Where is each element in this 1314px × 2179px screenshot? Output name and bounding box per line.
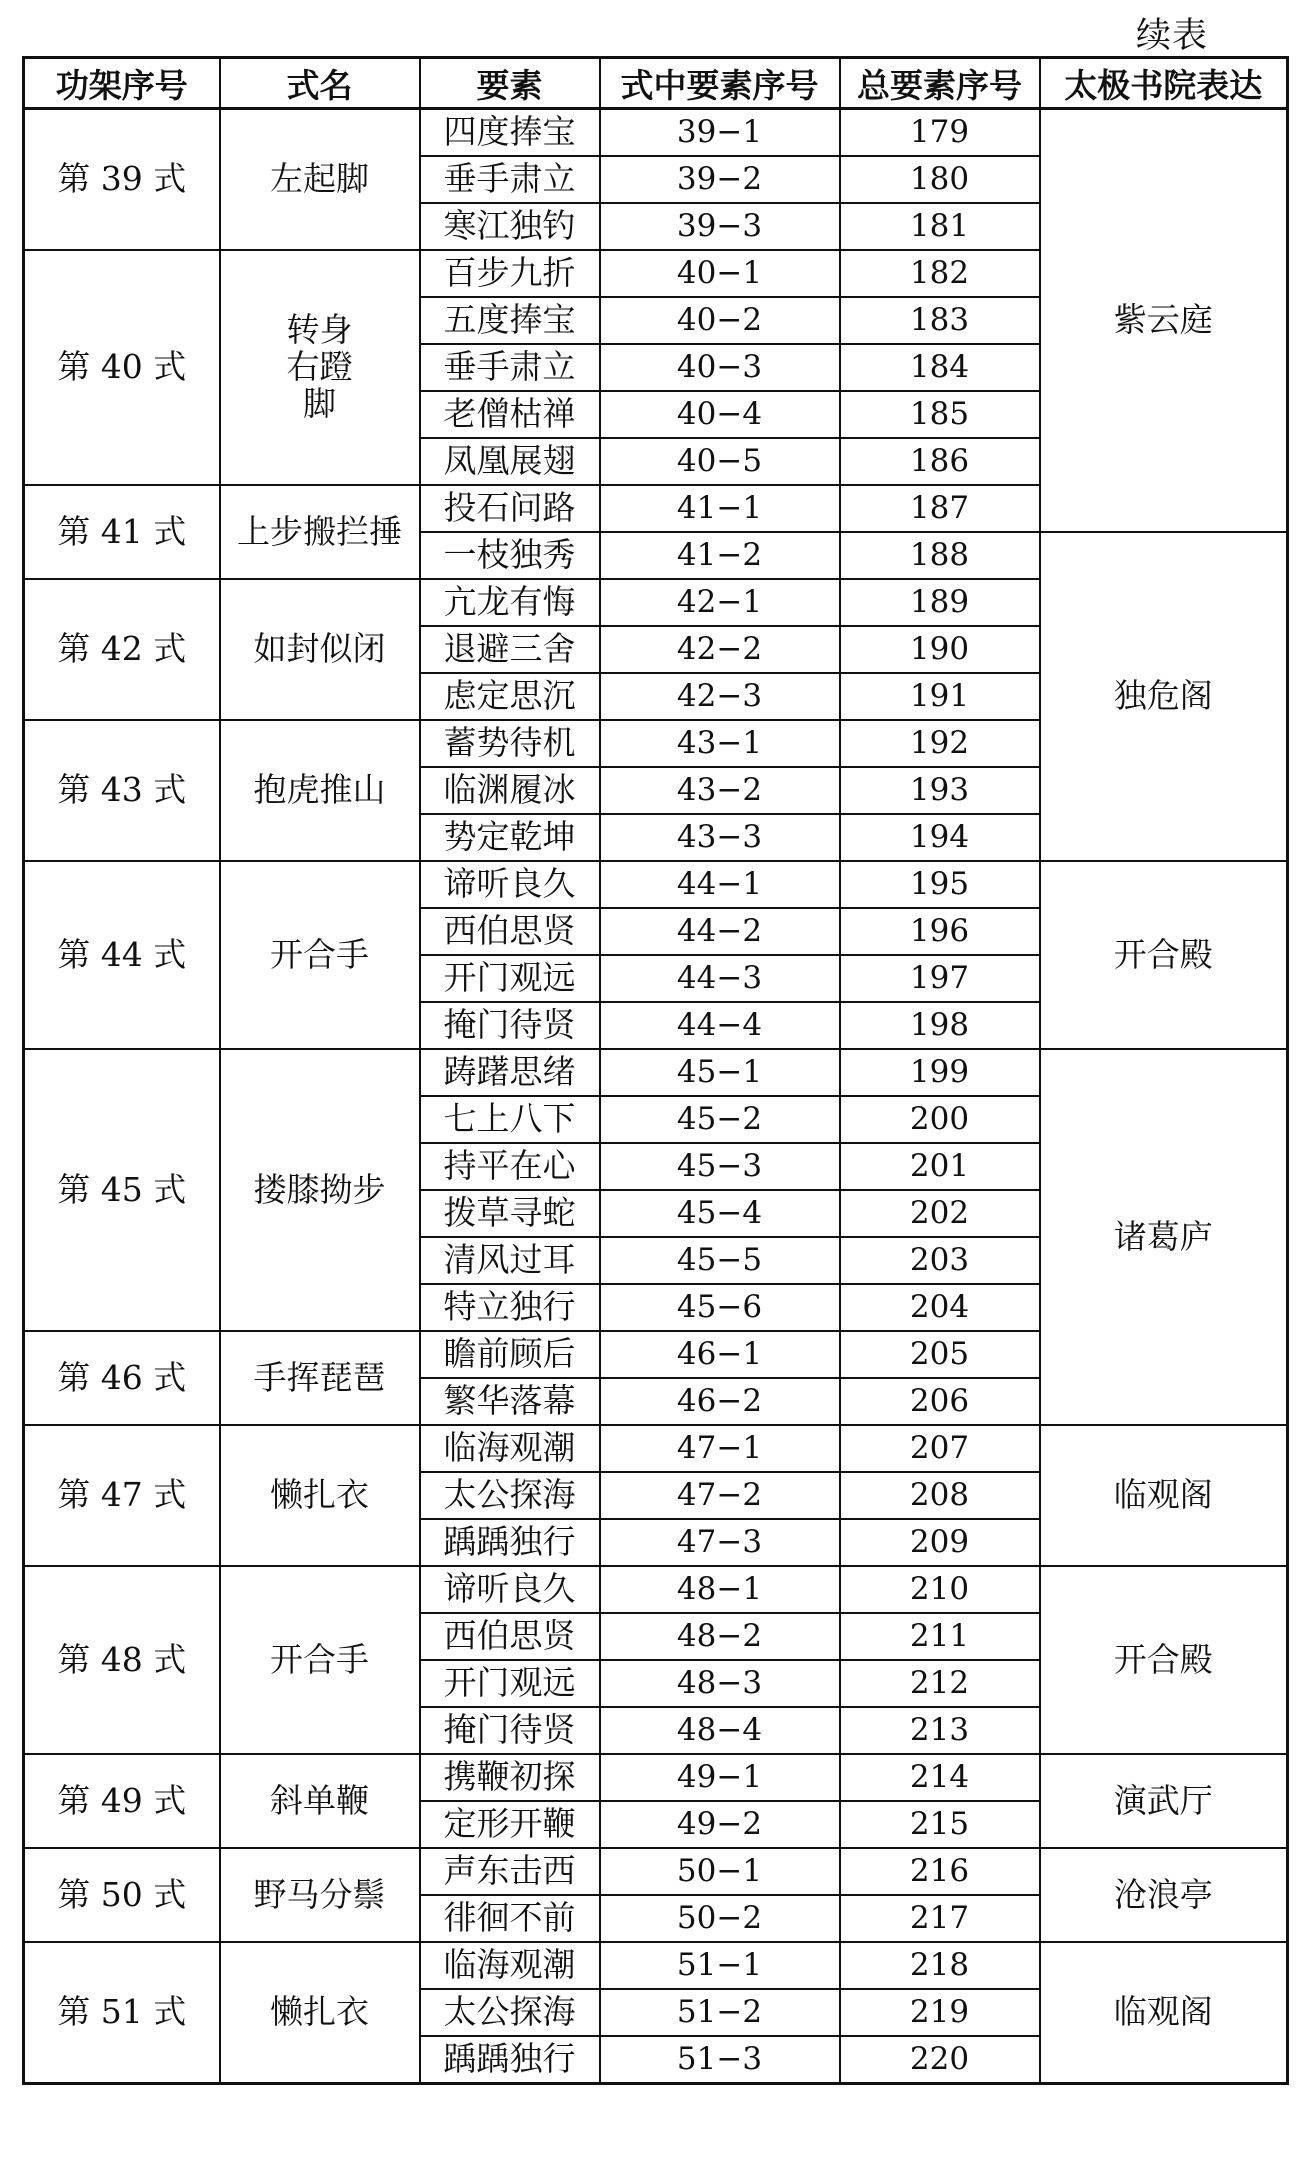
total-seq-cell: 189 [840, 579, 1040, 626]
form-name-cell: 开合手 [220, 1566, 420, 1754]
total-seq-cell: 206 [840, 1378, 1040, 1425]
total-seq-cell: 208 [840, 1472, 1040, 1519]
form-seq-cell: 48−3 [600, 1660, 840, 1707]
form-name-cell: 上步搬拦捶 [220, 485, 420, 579]
element-cell: 瞻前顾后 [420, 1331, 600, 1378]
form-name-cell: 搂膝拗步 [220, 1049, 420, 1331]
form-seq-cell: 42−1 [600, 579, 840, 626]
element-cell: 五度捧宝 [420, 297, 600, 344]
total-seq-cell: 216 [840, 1848, 1040, 1895]
element-cell: 踌躇思绪 [420, 1049, 600, 1096]
total-seq-cell: 182 [840, 250, 1040, 297]
form-seq-cell: 47−2 [600, 1472, 840, 1519]
form-seq-cell: 43−2 [600, 767, 840, 814]
table-row [24, 109, 1288, 157]
total-seq-cell: 211 [840, 1613, 1040, 1660]
form-name-cell: 手挥琵琶 [220, 1331, 420, 1425]
total-seq-cell: 212 [840, 1660, 1040, 1707]
total-seq-cell: 220 [840, 2036, 1040, 2084]
total-seq-cell: 205 [840, 1331, 1040, 1378]
table-row [24, 1848, 1288, 1895]
total-seq-cell: 192 [840, 720, 1040, 767]
form-number-cell: 第 40 式 [24, 250, 220, 485]
academy-cell: 演武厅 [1040, 1754, 1288, 1848]
form-seq-cell: 47−1 [600, 1425, 840, 1472]
total-seq-cell: 191 [840, 673, 1040, 720]
element-cell: 掩门待贤 [420, 1002, 600, 1049]
header-row [24, 58, 1288, 109]
header-total-element-index: 总要素序号 [840, 58, 1040, 109]
form-seq-cell: 44−1 [600, 861, 840, 908]
form-seq-cell: 44−4 [600, 1002, 840, 1049]
element-cell: 寒江独钓 [420, 203, 600, 250]
form-seq-cell: 41−1 [600, 485, 840, 532]
element-cell: 蓄势待机 [420, 720, 600, 767]
academy-cell: 沧浪亭 [1040, 1848, 1288, 1942]
element-cell: 踽踽独行 [420, 1519, 600, 1566]
form-seq-cell: 40−5 [600, 438, 840, 485]
total-seq-cell: 188 [840, 532, 1040, 579]
element-cell: 掩门待贤 [420, 1707, 600, 1754]
form-name-cell: 斜单鞭 [220, 1754, 420, 1848]
element-cell: 垂手肃立 [420, 344, 600, 391]
form-number-cell: 第 48 式 [24, 1566, 220, 1754]
element-cell: 临海观潮 [420, 1942, 600, 1989]
form-seq-cell: 49−2 [600, 1801, 840, 1848]
form-name-cell: 野马分鬃 [220, 1848, 420, 1942]
form-name-cell: 懒扎衣 [220, 1942, 420, 2084]
form-seq-cell: 40−2 [600, 297, 840, 344]
total-seq-cell: 203 [840, 1237, 1040, 1284]
element-cell: 四度捧宝 [420, 109, 600, 157]
element-cell: 投石问路 [420, 485, 600, 532]
form-number-cell: 第 46 式 [24, 1331, 220, 1425]
form-name-cell: 转身右蹬脚 [220, 250, 420, 485]
form-seq-cell: 49−1 [600, 1754, 840, 1801]
element-cell: 谛听良久 [420, 861, 600, 908]
taiji-elements-table [22, 56, 1289, 2085]
form-seq-cell: 44−2 [600, 908, 840, 955]
form-seq-cell: 46−2 [600, 1378, 840, 1425]
academy-cell: 开合殿 [1040, 1566, 1288, 1754]
academy-cell: 诸葛庐 [1040, 1049, 1288, 1425]
table-row [24, 861, 1288, 908]
form-seq-cell: 51−1 [600, 1942, 840, 1989]
element-cell: 太公探海 [420, 1989, 600, 2036]
total-seq-cell: 215 [840, 1801, 1040, 1848]
form-seq-cell: 45−4 [600, 1190, 840, 1237]
element-cell: 踽踽独行 [420, 2036, 600, 2084]
element-cell: 谛听良久 [420, 1566, 600, 1613]
total-seq-cell: 201 [840, 1143, 1040, 1190]
form-seq-cell: 43−3 [600, 814, 840, 861]
element-cell: 势定乾坤 [420, 814, 600, 861]
header-element: 要素 [420, 58, 600, 109]
total-seq-cell: 195 [840, 861, 1040, 908]
total-seq-cell: 202 [840, 1190, 1040, 1237]
element-cell: 七上八下 [420, 1096, 600, 1143]
element-cell: 拨草寻蛇 [420, 1190, 600, 1237]
element-cell: 凤凰展翅 [420, 438, 600, 485]
element-cell: 老僧枯禅 [420, 391, 600, 438]
total-seq-cell: 207 [840, 1425, 1040, 1472]
element-cell: 清风过耳 [420, 1237, 600, 1284]
element-cell: 携鞭初探 [420, 1754, 600, 1801]
total-seq-cell: 197 [840, 955, 1040, 1002]
element-cell: 临渊履冰 [420, 767, 600, 814]
header-form-number: 功架序号 [24, 58, 220, 109]
form-name-cell: 抱虎推山 [220, 720, 420, 861]
element-cell: 徘徊不前 [420, 1895, 600, 1942]
form-number-cell: 第 44 式 [24, 861, 220, 1049]
form-seq-cell: 45−6 [600, 1284, 840, 1331]
element-cell: 西伯思贤 [420, 908, 600, 955]
academy-cell: 临观阁 [1040, 1942, 1288, 2084]
total-seq-cell: 218 [840, 1942, 1040, 1989]
form-number-cell: 第 43 式 [24, 720, 220, 861]
form-number-cell: 第 50 式 [24, 1848, 220, 1942]
element-cell: 太公探海 [420, 1472, 600, 1519]
element-cell: 定形开鞭 [420, 1801, 600, 1848]
academy-cell: 紫云庭 [1040, 109, 1288, 533]
total-seq-cell: 181 [840, 203, 1040, 250]
total-seq-cell: 213 [840, 1707, 1040, 1754]
form-seq-cell: 47−3 [600, 1519, 840, 1566]
table-row [24, 1049, 1288, 1096]
form-number-cell: 第 42 式 [24, 579, 220, 720]
form-name-cell: 开合手 [220, 861, 420, 1049]
element-cell: 一枝独秀 [420, 532, 600, 579]
element-cell: 特立独行 [420, 1284, 600, 1331]
header-academy-expression: 太极书院表达 [1040, 58, 1288, 109]
form-seq-cell: 50−2 [600, 1895, 840, 1942]
form-seq-cell: 45−1 [600, 1049, 840, 1096]
element-cell: 退避三舍 [420, 626, 600, 673]
header-form-name: 式名 [220, 58, 420, 109]
continued-table-label: 续表 [1136, 16, 1209, 56]
form-seq-cell: 42−2 [600, 626, 840, 673]
total-seq-cell: 219 [840, 1989, 1040, 2036]
form-seq-cell: 40−3 [600, 344, 840, 391]
total-seq-cell: 185 [840, 391, 1040, 438]
total-seq-cell: 209 [840, 1519, 1040, 1566]
table-row [24, 1754, 1288, 1801]
form-seq-cell: 41−2 [600, 532, 840, 579]
academy-cell: 独危阁 [1040, 532, 1288, 861]
total-seq-cell: 199 [840, 1049, 1040, 1096]
total-seq-cell: 196 [840, 908, 1040, 955]
total-seq-cell: 187 [840, 485, 1040, 532]
total-seq-cell: 214 [840, 1754, 1040, 1801]
table-row [24, 1425, 1288, 1472]
form-seq-cell: 48−1 [600, 1566, 840, 1613]
total-seq-cell: 200 [840, 1096, 1040, 1143]
element-cell: 垂手肃立 [420, 156, 600, 203]
academy-cell: 临观阁 [1040, 1425, 1288, 1566]
form-number-cell: 第 51 式 [24, 1942, 220, 2084]
form-seq-cell: 39−1 [600, 109, 840, 157]
total-seq-cell: 183 [840, 297, 1040, 344]
element-cell: 声东击西 [420, 1848, 600, 1895]
element-cell: 繁华落幕 [420, 1378, 600, 1425]
form-seq-cell: 46−1 [600, 1331, 840, 1378]
form-number-cell: 第 49 式 [24, 1754, 220, 1848]
total-seq-cell: 184 [840, 344, 1040, 391]
total-seq-cell: 204 [840, 1284, 1040, 1331]
form-number-cell: 第 45 式 [24, 1049, 220, 1331]
form-name-cell: 懒扎衣 [220, 1425, 420, 1566]
form-seq-cell: 43−1 [600, 720, 840, 767]
total-seq-cell: 217 [840, 1895, 1040, 1942]
element-cell: 开门观远 [420, 955, 600, 1002]
header-element-index-in-form: 式中要素序号 [600, 58, 840, 109]
total-seq-cell: 194 [840, 814, 1040, 861]
form-seq-cell: 44−3 [600, 955, 840, 1002]
form-seq-cell: 40−1 [600, 250, 840, 297]
form-name-cell: 如封似闭 [220, 579, 420, 720]
form-name-cell: 左起脚 [220, 109, 420, 251]
form-seq-cell: 45−5 [600, 1237, 840, 1284]
element-cell: 百步九折 [420, 250, 600, 297]
form-number-cell: 第 39 式 [24, 109, 220, 251]
form-number-cell: 第 41 式 [24, 485, 220, 579]
total-seq-cell: 180 [840, 156, 1040, 203]
form-seq-cell: 45−3 [600, 1143, 840, 1190]
table-row [24, 1942, 1288, 1989]
form-seq-cell: 45−2 [600, 1096, 840, 1143]
form-seq-cell: 39−2 [600, 156, 840, 203]
element-cell: 亢龙有悔 [420, 579, 600, 626]
total-seq-cell: 210 [840, 1566, 1040, 1613]
form-seq-cell: 51−3 [600, 2036, 840, 2084]
form-seq-cell: 48−2 [600, 1613, 840, 1660]
element-cell: 开门观远 [420, 1660, 600, 1707]
element-cell: 西伯思贤 [420, 1613, 600, 1660]
form-seq-cell: 50−1 [600, 1848, 840, 1895]
element-cell: 虑定思沉 [420, 673, 600, 720]
total-seq-cell: 179 [840, 109, 1040, 157]
academy-cell: 开合殿 [1040, 861, 1288, 1049]
form-number-cell: 第 47 式 [24, 1425, 220, 1566]
form-seq-cell: 42−3 [600, 673, 840, 720]
total-seq-cell: 198 [840, 1002, 1040, 1049]
total-seq-cell: 190 [840, 626, 1040, 673]
table-row [24, 1566, 1288, 1613]
form-seq-cell: 40−4 [600, 391, 840, 438]
element-cell: 持平在心 [420, 1143, 600, 1190]
form-seq-cell: 48−4 [600, 1707, 840, 1754]
total-seq-cell: 193 [840, 767, 1040, 814]
element-cell: 临海观潮 [420, 1425, 600, 1472]
total-seq-cell: 186 [840, 438, 1040, 485]
form-seq-cell: 39−3 [600, 203, 840, 250]
form-seq-cell: 51−2 [600, 1989, 840, 2036]
